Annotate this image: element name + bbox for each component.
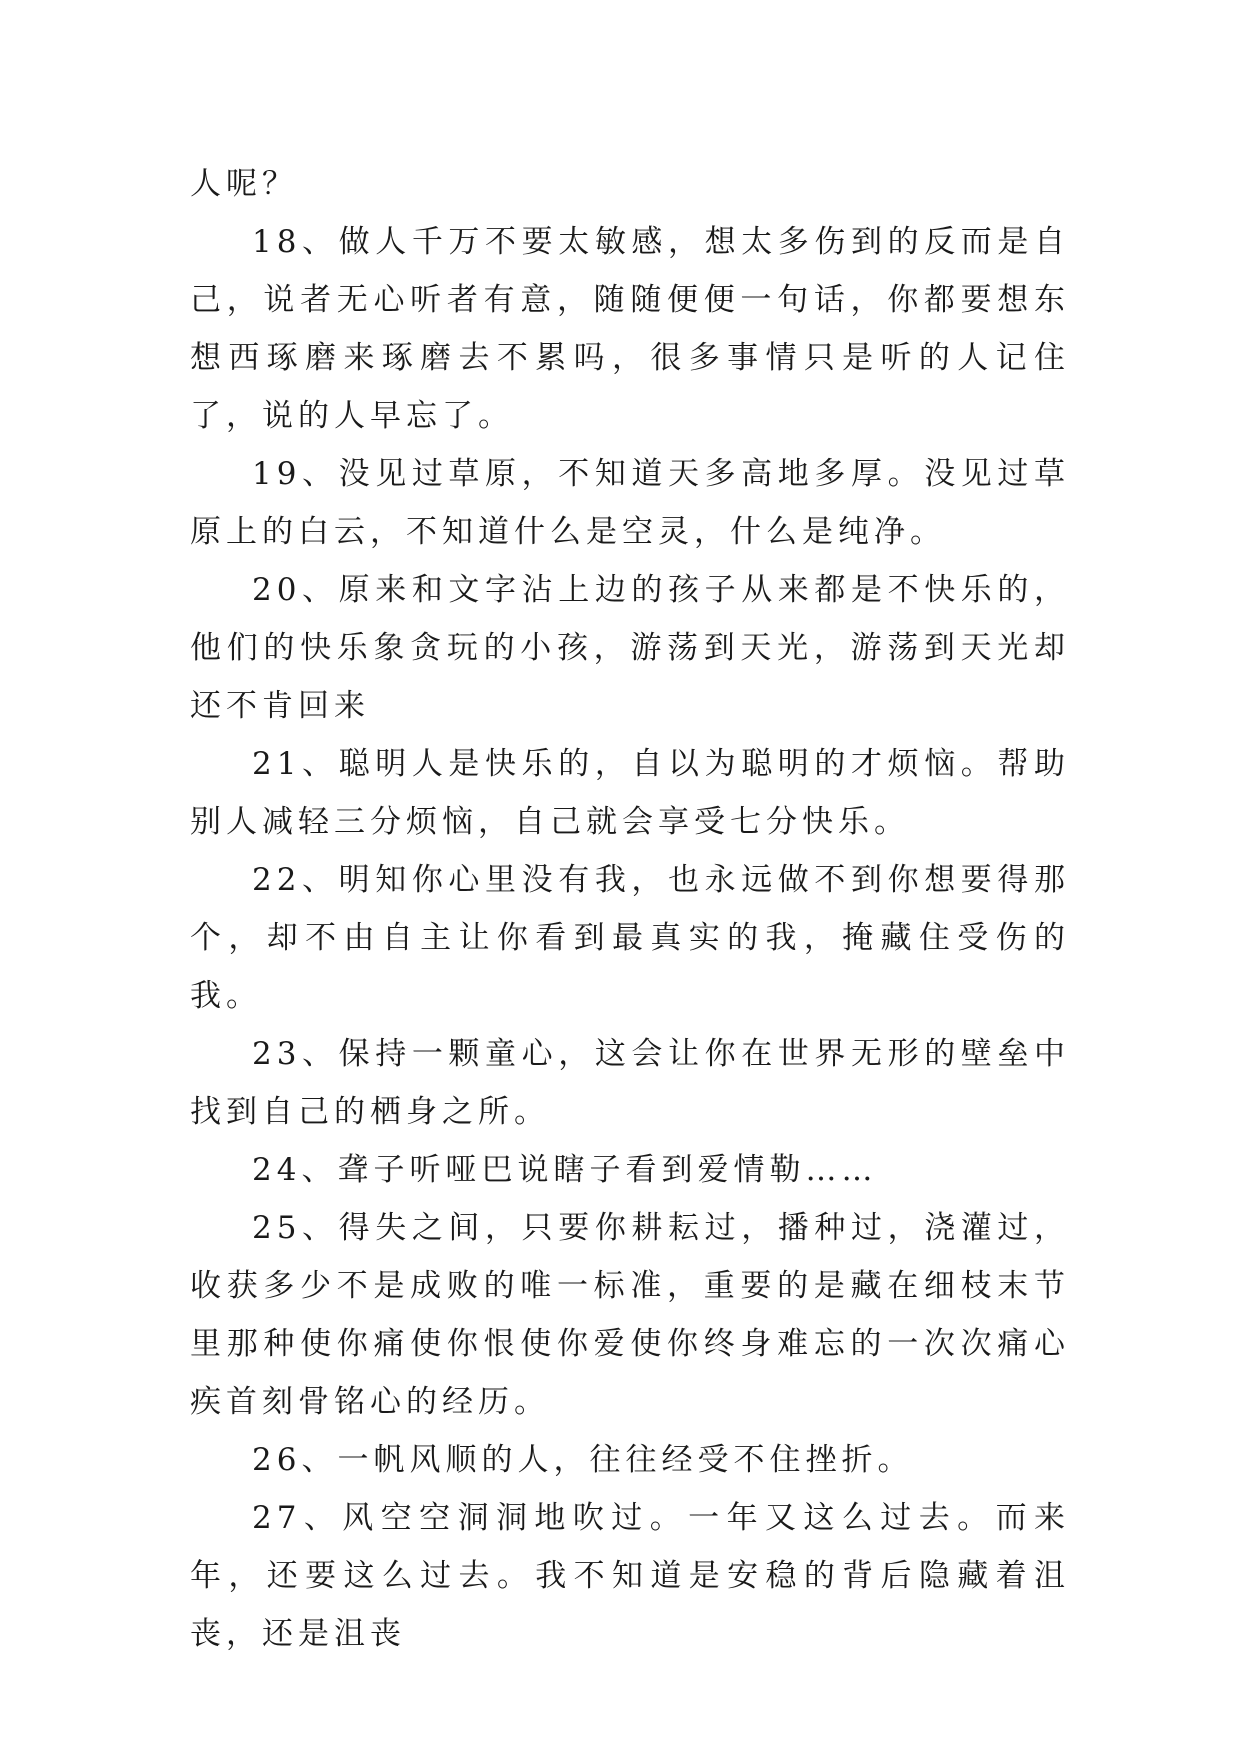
paragraph-21: 21、聪明人是快乐的，自以为聪明的才烦恼。帮助别人减轻三分烦恼，自己就会享受七分快乐。: [190, 746, 1070, 840]
paragraph-18: 18、做人千万不要太敏感，想太多伤到的反而是自己，说者无心听者有意，随随便便一句话，你都要想东想西琢磨来琢磨去不累吗，很多事情只是听的人记住了，说的人早忘了。: [190, 224, 1070, 434]
paragraph-26: 26、一帆风顺的人，往往经受不住挫折。: [252, 1442, 914, 1478]
paragraph-27: 27、风空空洞洞地吹过。一年又这么过去。而来年，还要这么过去。我不知道是安稳的背后隐藏着沮丧，还是沮丧: [190, 1500, 1070, 1652]
body-text: [190, 155, 1070, 1663]
paragraph-19: 19、没见过草原，不知道天多高地多厚。没见过草原上的白云，不知道什么是空灵，什么是纯净。: [190, 456, 1070, 550]
paragraph-25: 25、得失之间，只要你耕耘过，播种过，浇灌过，收获多少不是成败的唯一标准，重要的是藏在细枝末节里那种使你痛使你恨使你爱使你终身难忘的一次次痛心疾首刻骨铭心的经历。: [190, 1210, 1070, 1420]
paragraph-24: 24、聋子听哑巴说瞎子看到爱情勒……: [252, 1152, 878, 1188]
paragraph-23: 23、保持一颗童心，这会让你在世界无形的壁垒中找到自己的栖身之所。: [190, 1036, 1070, 1130]
paragraph-20: 20、原来和文字沾上边的孩子从来都是不快乐的，他们的快乐象贪玩的小孩，游荡到天光，游荡到天光却还不肯回来: [190, 572, 1070, 724]
paragraph-continuation: 人呢？: [190, 166, 298, 202]
paragraph-22: 22、明知你心里没有我，也永远做不到你想要得那个，却不由自主让你看到最真实的我，掩藏住受伤的我。: [190, 862, 1070, 1014]
